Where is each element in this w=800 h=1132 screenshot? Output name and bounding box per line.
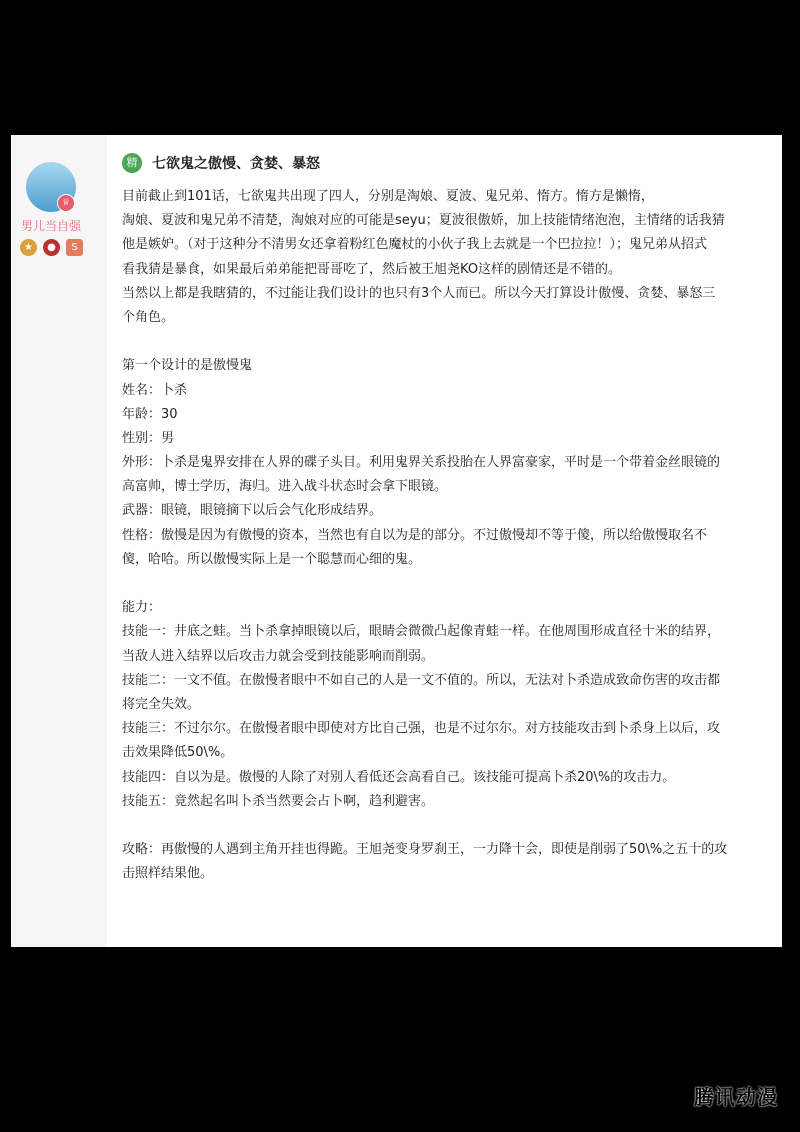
text-line: 能力： [122, 600, 162, 616]
badge-list [20, 239, 83, 256]
blank-line [122, 572, 772, 596]
text-line: 技能二：一文不值。在傲慢者眼中不如自己的人是一文不值的。所以，无法对卜杀造成致命伤害的攻击都 [122, 672, 721, 688]
post-card [11, 135, 782, 947]
featured-badge-icon: 精 [122, 153, 142, 173]
text-line: 技能四：自以为是。傲慢的人除了对别人看低还会高看自己。该技能可提高卜杀20\%的攻击力。 [122, 769, 676, 785]
blank-line [122, 330, 772, 354]
post-title-bar [122, 151, 772, 175]
text-line: 性别：男 [122, 430, 175, 446]
medal-badge-icon[interactable]: ★ [20, 239, 37, 256]
text-line: 高富帅，博士学历，海归。进入战斗状态时会拿下眼镜。 [122, 479, 448, 495]
shield-badge-icon[interactable]: S [66, 239, 83, 256]
text-line: 攻略：再傲慢的人遇到主角开挂也得跪。王旭尧变身罗刹王，一力降十会，即使是削弱了50\%之五十的攻 [122, 842, 728, 858]
text-line: 击效果降低50\%。 [122, 745, 234, 761]
text-line: 姓名：卜杀 [122, 382, 188, 398]
post-title[interactable]: 七欲鬼之傲慢、贪婪、暴怒 [152, 156, 320, 172]
text-line: 第一个设计的是傲慢鬼 [122, 358, 253, 374]
text-line: 技能三：不过尔尔。在傲慢者眼中即使对方比自己强，也是不过尔尔。对方技能攻击到卜杀身上以后，攻 [122, 721, 721, 737]
text-line: 个角色。 [122, 309, 175, 325]
text-line: 目前截止到101话，七欲鬼共出现了四人，分别是淘娘、夏波、鬼兄弟、惰方。惰方是懒惰， [122, 189, 654, 204]
text-line: 技能五：竟然起名叫卜杀当然要会占卜啊，趋利避害。 [122, 793, 435, 809]
text-line: 年龄：30 [122, 406, 178, 422]
post-body [122, 185, 772, 886]
character-badge-icon[interactable]: ● [43, 239, 60, 256]
text-line: 技能一：井底之蛙。当卜杀拿掉眼镜以后，眼睛会微微凸起像青蛙一样。在他周围形成直径十米的结界， [122, 624, 721, 640]
username[interactable]: 男儿当自强 [20, 219, 81, 233]
text-line: 将完全失效。 [122, 696, 201, 712]
text-line: 性格：傲慢是因为有傲慢的资本，当然也有自以为是的部分。不过傲慢却不等于傻，所以给傲慢取名不 [122, 527, 708, 543]
crown-icon: ♕ [57, 194, 75, 212]
text-line: 当敌人进入结界以后攻击力就会受到技能影响而削弱。 [122, 648, 435, 664]
text-line: 当然以上都是我瞎猜的，不过能让我们设计的也只有3个人而已。所以今天打算设计傲慢、贪婪、暴怒三 [122, 285, 716, 301]
blank-line [122, 814, 772, 838]
watermark-logo: 腾讯动漫 [694, 1085, 778, 1109]
text-line: 看我猜是暴食，如果最后弟弟能把哥哥吃了，然后被王旭尧KO这样的剧情还是不错的。 [122, 261, 622, 277]
text-line: 武器：眼镜，眼镜摘下以后会气化形成结界。 [122, 503, 383, 519]
text-line: 外形：卜杀是鬼界安排在人界的碟子头目。利用鬼界关系投胎在人界富豪家，平时是一个带着金丝眼镜的 [122, 455, 721, 471]
post-content [122, 151, 772, 886]
text-line: 傻，哈哈。所以傲慢实际上是一个聪慧而心细的鬼。 [122, 551, 422, 567]
user-sidebar [11, 135, 107, 947]
text-line: 淘娘、夏波和鬼兄弟不清楚，淘娘对应的可能是seyu；夏波很傲娇，加上技能情绪泡泡，主情绪的话我猜 [122, 213, 725, 229]
text-line: 击照样结果他。 [122, 866, 214, 882]
text-line: 他是嫉妒。（对于这种分不清男女还拿着粉红色魔杖的小伙子我上去就是一个巴拉拉！）；鬼兄弟从招式 [122, 237, 708, 253]
